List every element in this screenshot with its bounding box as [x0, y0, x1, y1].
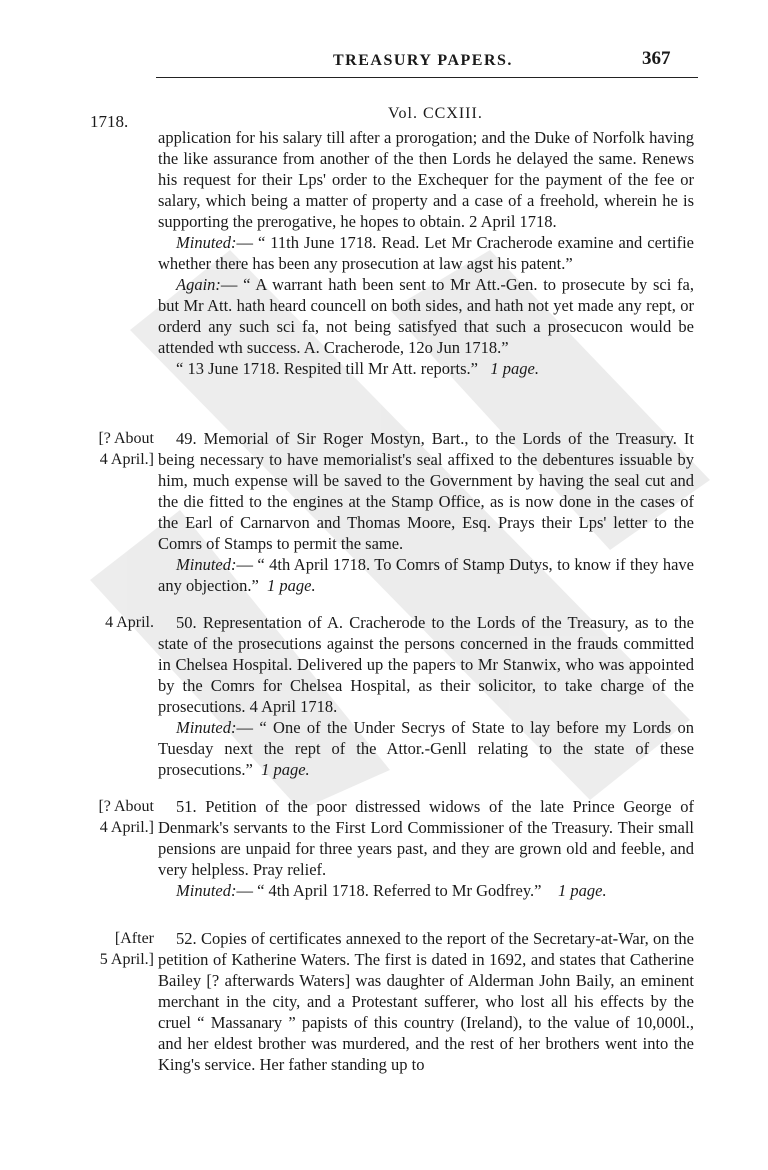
date-line: [? About: [98, 798, 154, 815]
entry-51: [158, 796, 694, 901]
entry-body: 51. Petition of the poor distressed widows of the late Prince George of Denmark's servants to the First Lord Commissioner of the Treasury. Their small pensions are unpaid for three years past, and they are grown old and feeble, and very helpless. Pray relief.: [158, 797, 694, 879]
minute-label: Minuted:: [176, 555, 237, 574]
again-label: Again:: [176, 275, 221, 294]
page-count: 1 page.: [490, 359, 539, 378]
page-number: 367: [642, 48, 671, 69]
running-header: [0, 48, 768, 74]
margin-date: [64, 612, 154, 633]
date-line: 4 April.]: [99, 451, 154, 468]
minute-label: Minuted:: [176, 233, 237, 252]
continued-entry: [158, 127, 694, 379]
date-line: [? About: [98, 430, 154, 447]
margin-date: [64, 928, 154, 970]
entry-body: 50. Representation of A. Cracherode to the Lords of the Treasury, as to the state of the prosecutions against the persons concerned in the frauds committed in Chelsea Hospital. Delivered up the papers to Mr Stanwix, who was appointed by the Comrs for Chelsea Hospital, as their solicitor, to take charge of the prosecutions. 4 April 1718.: [158, 613, 694, 716]
page-count: 1 page.: [261, 760, 310, 779]
entry-50: [158, 612, 694, 780]
entry-body: 49. Memorial of Sir Roger Mostyn, Bart., to the Lords of the Treasury. It being necessary to have memorialist's seal affixed to the debentures issuable by him, much expense will be saved to the Government by having the seal cut and the die fitted to the engines at the Stamp Office, as is now done in the cases of the Earl of Carnarvon and Thomas Moore, Esq. Prays their Lps' letter to the Comrs of Stamps to permit the same.: [158, 429, 694, 553]
minute-label: Minuted:: [176, 718, 237, 737]
header-title: TREASURY PAPERS.: [333, 52, 513, 69]
minute-text: — “ 11th June 1718. Read. Let Mr Cracherode examine and certifie whether there has been any prosecution at law agst his patent.”: [158, 233, 694, 273]
entry-49: [158, 428, 694, 596]
minute-text: — “ One of the Under Secrys of State to lay before my Lords on Tuesday next the rept of the Attor.-Genll relating to the state of these prosecutions.”: [158, 718, 694, 779]
header-rule: [156, 77, 698, 78]
date-line: 4 April.: [105, 614, 154, 631]
minute-text: — “ 4th April 1718. To Comrs of Stamp Dutys, to know if they have any objection.”: [158, 555, 694, 595]
date-line: 4 April.]: [99, 819, 154, 836]
entry-body: application for his salary till after a prorogation; and the Duke of Norfolk having the like assurance from another of the then Lords he delayed the same. Renews his request for their Lps' order to the Exchequer for the payment of the fee or salary, which being a matter of property and a case of a freehold, wherein he is supporting the prerogative, he hopes to obtain. 2 April 1718.: [158, 128, 694, 231]
minute-label: Minuted:: [176, 881, 237, 900]
margin-date: [64, 796, 154, 838]
entry-minute: [158, 232, 694, 274]
volume-heading: Vol. CCXIII.: [388, 105, 483, 122]
entry-minute: [158, 880, 694, 901]
minute-text: — “ 4th April 1718. Referred to Mr Godfrey.”: [236, 881, 542, 900]
entry-minute: [158, 554, 694, 596]
entry-52: [158, 928, 694, 1075]
margin-date: [64, 428, 154, 470]
final-text: “ 13 June 1718. Respited till Mr Att. reports.”: [176, 359, 479, 378]
entry-minute: [158, 717, 694, 780]
date-line: 5 April.]: [99, 951, 154, 968]
page-count: 1 page.: [558, 881, 607, 900]
again-text: — “ A warrant hath been sent to Mr Att.-Gen. to prosecute by sci fa, but Mr Att. hath heard councell on both sides, and hath not yet made any rept, or orderd any such sci fa, not being satisfyed that such a prosecucon would be attended wth success. A. Cracherode, 12o Jun 1718.”: [158, 275, 694, 357]
entry-final: [158, 358, 694, 379]
margin-year: 1718.: [90, 112, 129, 131]
date-line: [After: [114, 930, 154, 947]
entry-again: [158, 274, 694, 358]
entry-body: 52. Copies of certificates annexed to the report of the Secretary-at-War, on the petition of Katherine Waters. The first is dated in 1692, and states that Catherine Bailey [? afterwards Waters] was daughter of Alderman John Baily, an eminent merchant in the city, and a Protestant sufferer, who lost all his effects by the cruel “ Massanary ” papists of this country (Ireland), to the value of 10,000l., and her eldest brother was murdered, and the rest of her brothers went into the King's service. Her father standing up to: [158, 929, 694, 1074]
page-count: 1 page.: [267, 576, 316, 595]
